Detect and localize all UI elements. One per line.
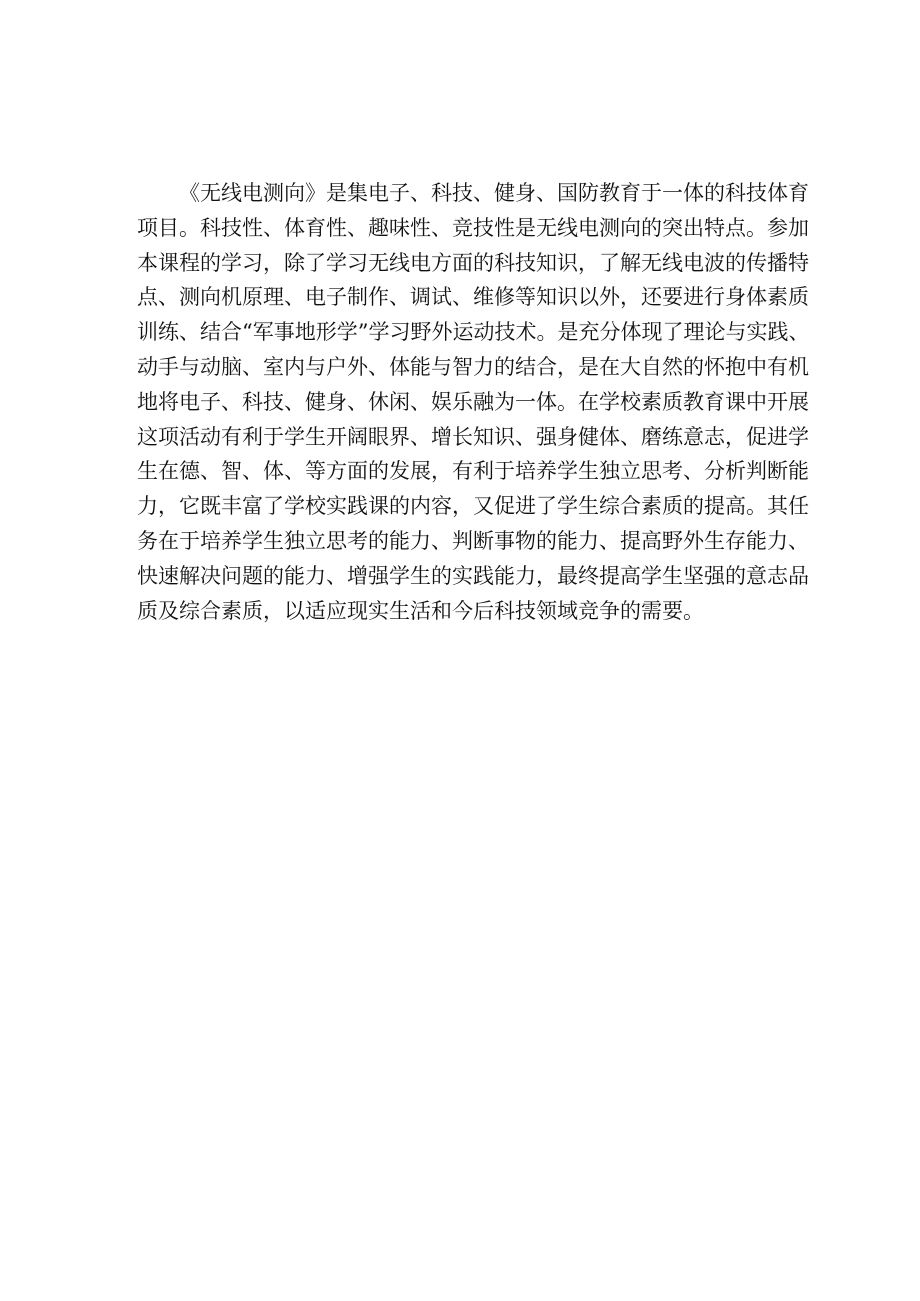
paragraph-line: 训练、结合“军事地形学”学习野外运动技术。是充分体现了理论与实践、 bbox=[137, 320, 810, 345]
paragraph-line: 地将电子、科技、健身、休闲、娱乐融为一体。在学校素质教育课中开展 bbox=[137, 389, 809, 414]
paragraph-line: 力，它既丰富了学校实践课的内容，又促进了学生综合素质的提高。其任 bbox=[137, 494, 809, 519]
paragraph-line: 这项活动有利于学生开阔眼界、增长知识、强身健体、磨练意志，促进学 bbox=[137, 424, 809, 449]
paragraph-line: 快速解决问题的能力、增强学生的实践能力，最终提高学生坚强的意志品 bbox=[137, 563, 809, 588]
paragraph-line: 务在于培养学生独立思考的能力、判断事物的能力、提高野外生存能力、 bbox=[137, 528, 809, 553]
paragraph-line: 《无线电测向》是集电子、科技、健身、国防教育于一体的科技体育 bbox=[179, 181, 809, 205]
body-paragraph bbox=[137, 176, 810, 628]
paragraph-line: 点、测向机原理、电子制作、调试、维修等知识以外，还要进行身体素质 bbox=[137, 285, 809, 310]
paragraph-line: 动手与动脑、室内与户外、体能与智力的结合，是在大自然的怀抱中有机 bbox=[137, 354, 809, 379]
paragraph-line: 项目。科技性、体育性、趣味性、竞技性是无线电测向的突出特点。参加 bbox=[137, 215, 809, 240]
paragraph-line: 生在德、智、体、等方面的发展，有利于培养学生独立思考、分析判断能 bbox=[137, 459, 809, 484]
paragraph-line: 本课程的学习，除了学习无线电方面的科技知识，了解无线电波的传播特 bbox=[137, 250, 809, 275]
paragraph-line: 质及综合素质，以适应现实生活和今后科技领域竞争的需要。 bbox=[137, 598, 704, 623]
